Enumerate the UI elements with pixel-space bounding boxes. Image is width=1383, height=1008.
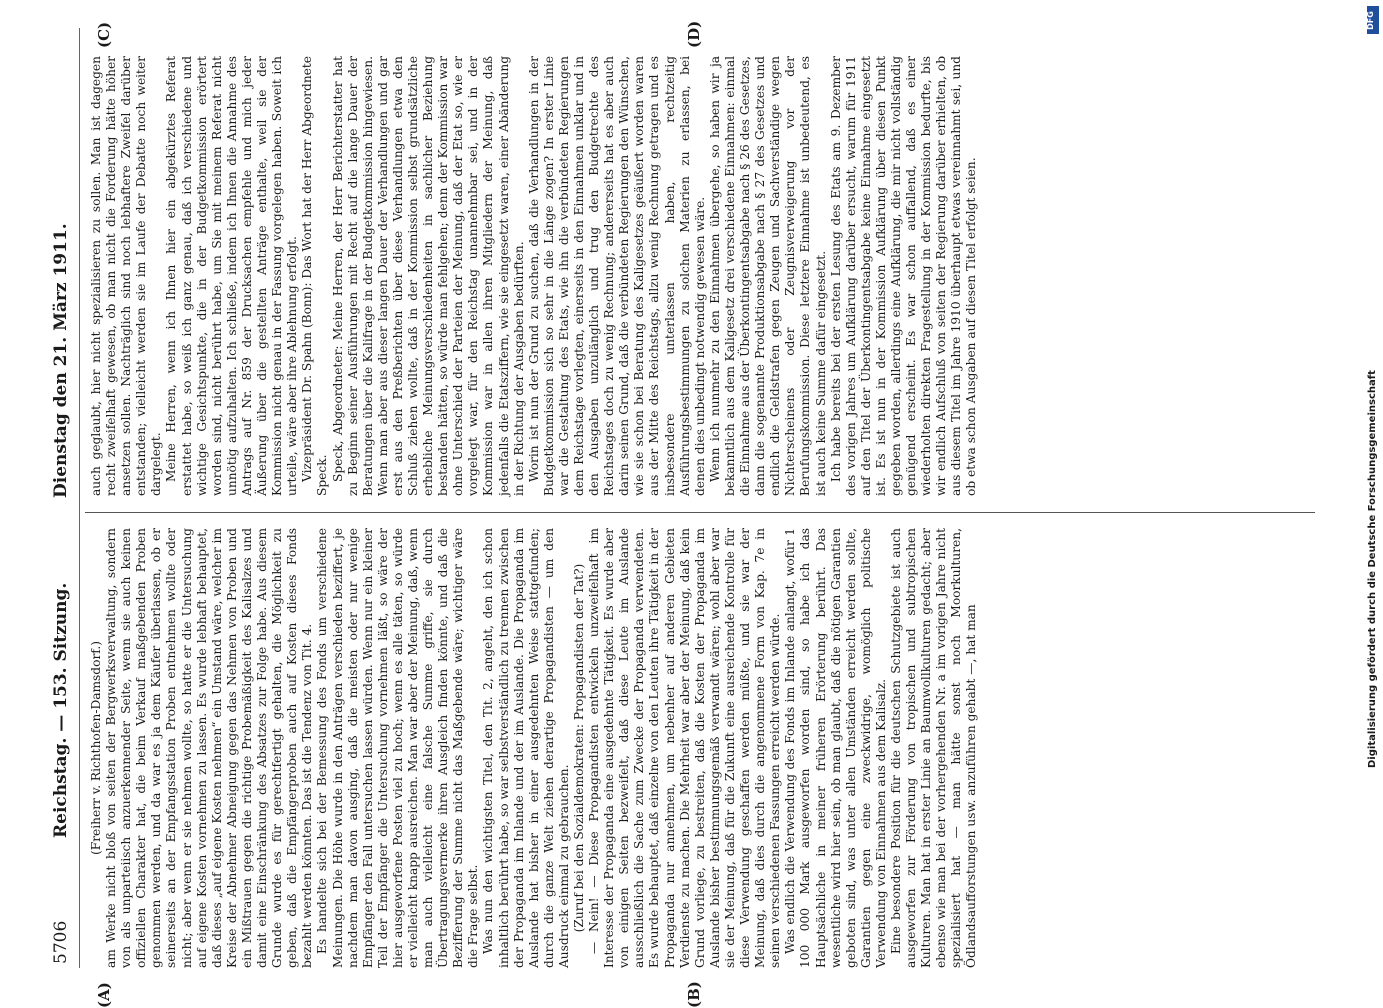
- speaker-announcement: Vizepräsident Dr. Spahn (Bonn): Das Wort hat der Herr Abgeordnete Speck.: [300, 56, 330, 496]
- paragraph: Wenn ich nunmehr zu den Einnahmen übergehe, so haben wir ja bekanntlich aus dem Kaligesetz drei verschiedene Einnahmen: einmal die Einnahme aus der Überkontingentsabgabe nach § 26 des Gesetzes, dann die sogenannte Produktionsabgabe nach § 27 des Gesetzes und endlich die Geldstrafen gegen Zeugen und Sachverständige wegen Nichterscheinens oder Zeugnisverweigerung vor der Berufungskommission. Diese letztere Einnahme ist unbedeutend, es ist auch keine Summe dafür eingesetzt.: [707, 56, 828, 496]
- margin-marker-d: (D): [685, 20, 703, 48]
- paragraph: — Nein! — Diese Propagandisten entwickeln unzweifelhaft im Interesse der Propaganda eine ausgedehnte Tätigkeit. Es wurde aber von einigen Seiten bezweifelt, daß diese Leute im Auslande ausschließlich die Sache zum Zwecke der Propaganda verwendeten. Es wurde behauptet, daß einzelne von den Leuten ihre Tätigkeit in der Propaganda nur annehmen, um nebenher auf anderen Gebieten Verdienste zu machen. Die Mehrheit war aber der Meinung, daß kein Grund vorliege, zu bestreiten, daß die Kosten der Propaganda im Auslande bisher bestimmungsgemäß verwandt wären; wohl aber war sie der Meinung, daß für die Zukunft eine ausreichende Kontrolle für diese Verwendung geschaffen werden müßte, und sie war der Meinung, daß dies durch die angenommene Form von Kap. 7e in seinen verschiedenen Fassungen erreicht werden würde.: [587, 528, 783, 968]
- dfg-logo: DFG: [1367, 6, 1379, 34]
- credit-text: Digitalisierung gefördert durch die Deutsche Forschungsgemeinschaft: [1367, 370, 1378, 768]
- margin-marker-c: (C): [95, 21, 113, 48]
- session-date: Dienstag den 21. März 1911.: [51, 223, 71, 498]
- margin-marker-a: (A): [95, 982, 113, 1008]
- rotated-page: [45, 20, 1315, 1008]
- page-header: [45, 28, 80, 968]
- paragraph: Speck, Abgeordneter: Meine Herren, der Herr Berichterstatter hat zu Beginn seiner Ausführungen mit Recht auf die lange Dauer der Beratungen über die Kalifrage in der Budgetkommission hingewiesen. Wenn man aber aus dieser langen Dauer der Verhandlungen und gar erst aus den Preßberichten über diese Verhandlungen etwa den Schluß ziehen wollte, daß in der Kommission selbst grundsätzliche erhebliche Meinungsverschiedenheiten in sachlicher Beziehung bestanden hätten, so würde man fehlgehen; denn der Kommission war ohne Unterschied der Parteien der Meinung, daß der Etat so, wie er vorgelegt war, für den Reichstag unannehmbar sei, und in der Kommission war in allen ihren Mitgliedern der Meinung, daß jedenfalls die Etatsziffern, wie sie eingesetzt waren, einer Abänderung in der Richtung der Ausgaben bedürften.: [330, 56, 526, 496]
- interjection: (Zuruf bei den Sozialdemokraten: Propagandisten der Tat?): [572, 563, 586, 933]
- session-title: Reichstag. — 153. Sitzung.: [51, 582, 71, 838]
- right-column: [89, 56, 1315, 496]
- page-number: 5706: [51, 920, 71, 964]
- left-column: [89, 528, 1315, 968]
- column-divider: [85, 512, 1315, 513]
- paragraph: auch geglaubt, hier nicht spezialisieren zu sollen. Man ist dagegen recht zweifelhaft gewesen, ob man nicht die Forderung hätte höher ansetzen sollen. Nachträglich sind noch lebhaftere Zweifel darüber entstanden; vielleicht werden sie im Laufe der Debatte noch weiter dargelegt.: [89, 56, 164, 496]
- paragraph: am Werke nicht bloß von seiten der Bergwerksverwaltung, sondern von als unparteiisch anzuerkennender Seite, wenn sie auch keinen offiziellen Charakter hat, die beim Verkauf maßgebenden Proben genommen werden, und da war es ja dem Käufer überlassen, ob er seinerseits an der Empfangsstation Proben entnehmen wollte oder nicht; aber wenn er sie nehmen wollte, so hatte er die Untersuchung auf eigene Kosten vornehmen zu lassen. Es wurde lebhaft behauptet, daß dieses „auf eigene Kosten nehmen“ ein Umstand wäre, welcher im Kreise der Abnehmer Abneigung gegen das Nehmen von Proben und ein Mißtrauen gegen die richtige Probemäßigkeit des Kalisalzes und damit eine Einschränkung des Absatzes zur Folge habe. Aus diesem Grunde wurde es für gerechtfertigt gehalten, die Möglichkeit zu geben, daß die Empfängerproben auch auf Kosten dieses Fonds bezahlt werden könnten. Das ist die Tendenz von Tit. 4.: [104, 528, 315, 968]
- paragraph: Was endlich die Verwendung des Fonds im Inlande anlangt, wofür 1 100 000 Mark ausgeworfen worden sind, so habe ich das Hauptsächliche in meiner früheren Erörterung berührt. Das wesentliche wird hier sein, ob man glaubt, daß die nötigen Garantien geboten sind, was unter allen Umständen erreicht werden sollte, Garantien gegen eine zweckwidrige, womöglich politische Verwendung von Einnahmen aus dem Kalisalz.: [783, 528, 888, 968]
- paragraph: Meine Herren, wenn ich Ihnen hier ein abgekürztes Referat erstattet habe, so weiß ich ganz genau, daß ich verschiedene und wichtige Gesichtspunkte, die in der Budgetkommission erörtert worden sind, nicht berührt habe, um Sie mit meinem Referat nicht unnötig aufzuhalten. Ich schließe, indem ich Ihnen die Annahme des Antrags auf Nr. 859 der Drucksachen empfehle und mich jeder Äußerung über die gestellten Anträge enthalte, weil sie der Kommission nicht genau in der Fassung vorgelegen haben. Soweit ich urteile, wäre aber ihre Ablehnung erfolgt.: [164, 56, 300, 496]
- paragraph: Was nun den wichtigsten Titel, den Tit. 2, angeht, den ich schon inhaltlich berührt habe, so war selbstverständlich zu trennen zwischen der Propaganda im Inlande und der im Auslande. Die Propaganda im Auslande hat bisher in einer ausgedehnten Weise stattgefunden; durch die ganze Welt ziehen derartige Propagandisten — um den Ausdruck einmal zu gebrauchen.: [481, 528, 571, 968]
- paragraph: Es handelte sich bei der Bemessung des Fonds um verschiedene Meinungen. Die Höhe wurde in den Anträgen verschieden beziffert, je nachdem man davon ausging, daß die meisten oder nur wenige Empfänger den Fall untersuchen lassen würden. Wenn nur ein kleiner Teil der Empfänger die Untersuchung vornehmen läßt, so wäre der hier ausgeworfene Posten viel zu hoch; wenn es alle täten, so würde er vielleicht knapp ausreichen. Man war aber der Meinung, daß, wenn man auch vielleicht eine falsche Summe griffe, sie durch Übertragungsvermerke ihren Ausgleich finden könnte, und daß die Bezifferung der Summe nicht das Maßgebende wäre; wichtiger wäre die Frage selbst.: [315, 528, 481, 968]
- margin-marker-b: (B): [685, 981, 703, 1008]
- paragraph: Worin ist nun der Grund zu suchen, daß die Verhandlungen in der Budgetkommission sich so sehr in die Länge zogen? In erster Linie war die Gestaltung des Etats, wie ihn die verbündeten Regierungen dem Reichstage vorlegten, einerseits in den Einnahmen unklar und in den Ausgaben unzulänglich und trug den Budgetrechte des Reichstages doch zu wenig Rechnung; andererseits hat es aber auch darin seinen Grund, daß die verbündeten Regierungen den Wünschen, wie sie schon bei Beratung des Kaligesetzes geäußert worden waren aus der Mitte des Reichstags, allzu wenig Rechnung getragen und es insbesondere unterlassen haben, rechtzeitig Ausführungsbestimmungen zu solchen Materien zu erlassen, bei denen dies unbedingt notwendig gewesen wäre.: [526, 56, 707, 496]
- digitization-credit: [1367, 8, 1379, 768]
- paragraph: Ich habe bereits bei der ersten Lesung des Etats am 9. Dezember des vorigen Jahres um Aufklärung darüber ersucht, warum für 1911 auf den Titel der Überkontingentsabgabe keine Einnahme eingesetzt ist. Es ist nun in der Kommission Aufklärung über diesen Punkt gegeben worden, allerdings eine Aufklärung, die mir nicht vollständig genügend erscheint. Es war schon auffallend, daß es einer wiederholten direkten Fragestellung in der Kommission bedurfte, bis wir endlich Aufschluß von seiten der Regierung darüber erhielten, ob aus diesem Titel im Jahre 1910 überhaupt etwas vereinnahmt sei, und ob etwa schon Ausgaben auf diesen Titel erfolgt seien.: [828, 56, 979, 496]
- speaker-header: (Freiherr v. Richthofen-Damsdorf.): [89, 641, 103, 855]
- paragraph: Eine besondere Position für die deutschen Schutzgebiete ist auch ausgeworfen zur Förderung von tropischen und subtropischen Kulturen. Man hat in erster Linie an Baumwollkulturen gedacht; aber ebenso wie man bei der vorhergehenden Nr. a im vorigen Jahre nicht spezialisiert hat — man hätte sonst noch Moorkulturen, Ödlandsaufforstungen usw. anzuführen gehabt —, hat man: [888, 528, 979, 968]
